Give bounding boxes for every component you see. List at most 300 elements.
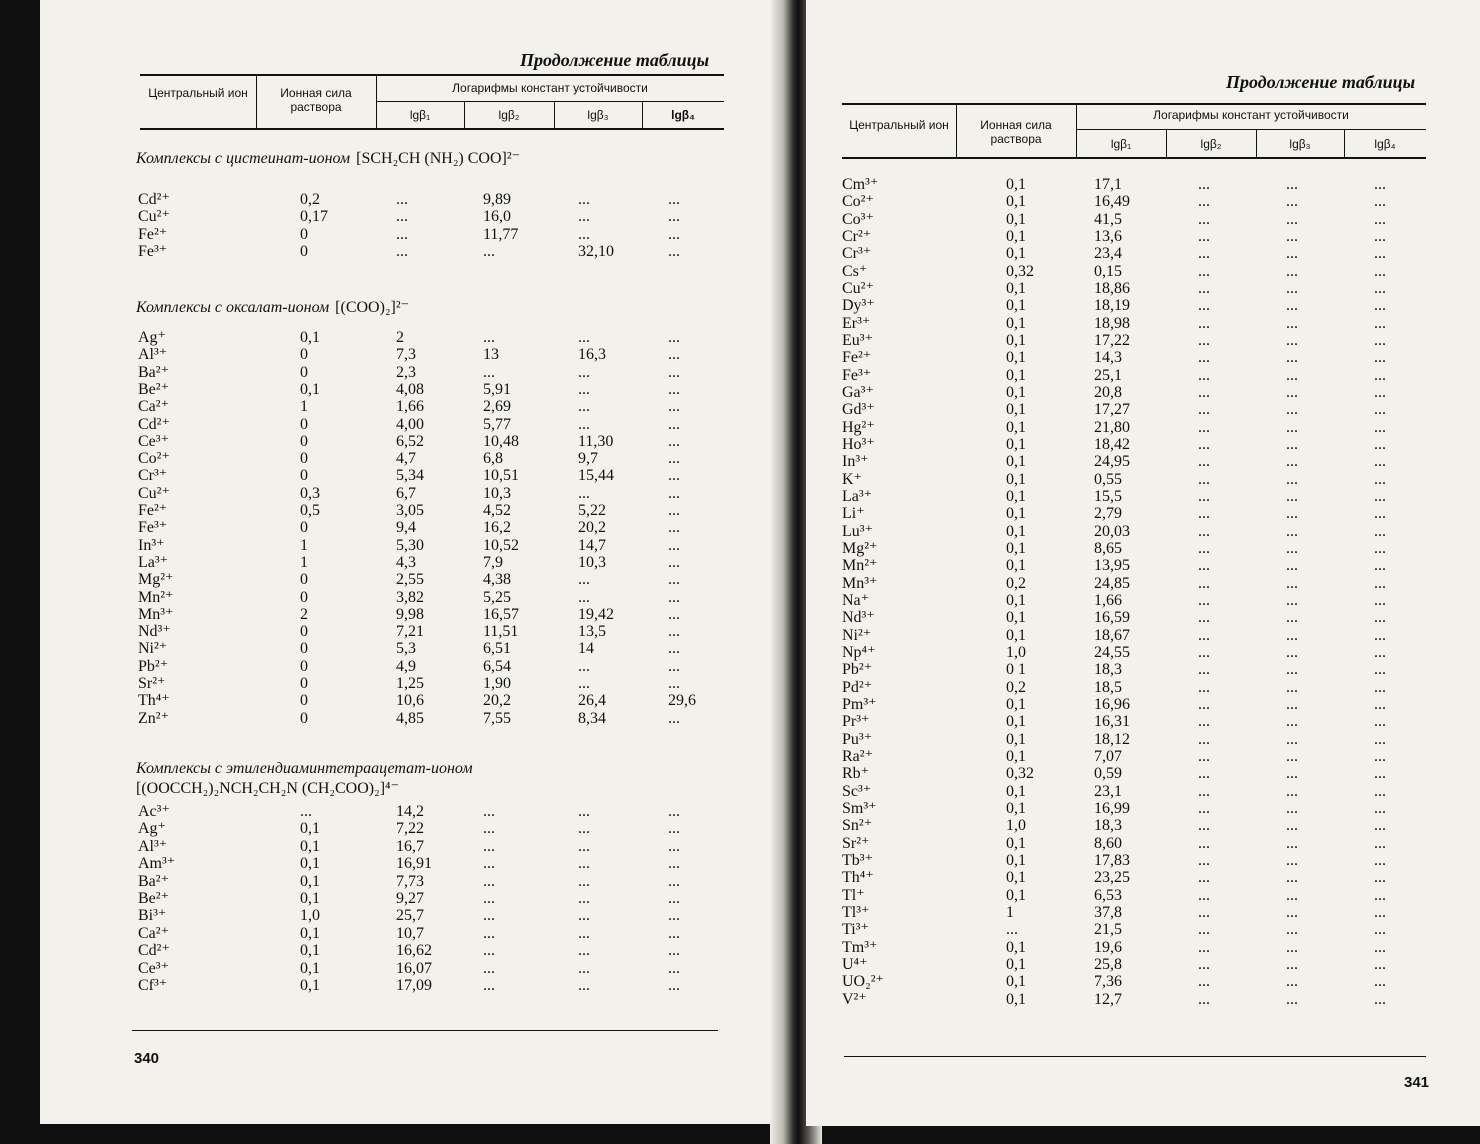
cell-lgb2: 10,52 — [483, 536, 519, 554]
cell-lgb1: 16,07 — [396, 959, 432, 977]
header-bottom-rule — [842, 157, 1426, 159]
cell-lgb3: ... — [578, 380, 590, 398]
cell-lgb2: ... — [1198, 955, 1210, 973]
cell-lgb4: ... — [668, 657, 680, 675]
cell-lgb1: 2,79 — [1094, 505, 1122, 523]
cell-ionic-strength: 0,1 — [1006, 695, 1026, 713]
cell-central-ion: Ni²⁺ — [138, 640, 168, 658]
cell-lgb1: 4,3 — [396, 553, 416, 571]
cell-central-ion: K⁺ — [842, 470, 862, 488]
cell-lgb1: 16,96 — [1094, 695, 1130, 713]
cell-ionic-strength: 0 1 — [1006, 661, 1026, 679]
cell-lgb4: ... — [1374, 279, 1386, 297]
cell-central-ion: Ca²⁺ — [138, 924, 170, 942]
cell-lgb2: ... — [483, 837, 495, 855]
cell-central-ion: Bi³⁺ — [138, 907, 167, 925]
cell-central-ion: Gd³⁺ — [842, 401, 875, 419]
cell-central-ion: Ce³⁺ — [138, 432, 170, 450]
footer-rule — [132, 1030, 718, 1031]
footer-rule — [844, 1056, 1426, 1057]
cell-lgb4: ... — [1374, 470, 1386, 488]
cell-lgb3: ... — [1286, 331, 1298, 349]
section-title-formula: [SCH₂CH (NH₂) COO]²⁻ — [356, 150, 521, 167]
cell-ionic-strength: 0,1 — [1006, 314, 1026, 332]
cell-lgb2: ... — [1198, 349, 1210, 367]
cell-central-ion: Pr³⁺ — [842, 713, 870, 731]
cell-lgb3: 14,7 — [578, 536, 606, 554]
cell-central-ion: Ga³⁺ — [842, 383, 874, 401]
cell-lgb4: ... — [1374, 574, 1386, 592]
cell-lgb1: 17,1 — [1094, 176, 1122, 193]
cell-central-ion: Cm³⁺ — [842, 176, 879, 193]
cell-lgb2: ... — [1198, 973, 1210, 991]
cell-lgb3: ... — [1286, 557, 1298, 575]
cell-lgb1: 7,3 — [396, 346, 416, 364]
section-title-text: Комплексы с оксалат-ионом — [136, 299, 330, 316]
cell-lgb2: ... — [1198, 730, 1210, 748]
header-lgb1: lgβ₁ — [409, 108, 431, 122]
cell-ionic-strength: 1 — [1006, 903, 1014, 921]
cell-lgb4: ... — [668, 675, 680, 692]
cell-ionic-strength: 0 — [300, 675, 308, 692]
cell-lgb4: ... — [1374, 661, 1386, 679]
cell-lgb3: ... — [1286, 713, 1298, 731]
page-number: 340 — [134, 1050, 160, 1067]
cell-central-ion: Fe³⁺ — [138, 242, 168, 260]
cell-ionic-strength: 0,1 — [1006, 886, 1026, 904]
header-central-ion: Центральный ион — [148, 86, 248, 100]
cell-lgb3: ... — [1286, 834, 1298, 852]
cell-lgb1: 23,4 — [1094, 245, 1122, 263]
cell-lgb2: ... — [483, 872, 495, 890]
cell-lgb3: ... — [1286, 938, 1298, 956]
cell-central-ion: Er³⁺ — [842, 314, 871, 332]
cell-ionic-strength: 0 — [300, 415, 308, 433]
cell-lgb2: ... — [1198, 366, 1210, 384]
cell-central-ion: Ho³⁺ — [842, 435, 875, 453]
cell-lgb1: 7,22 — [396, 820, 424, 838]
cell-ionic-strength: 0,1 — [1006, 470, 1026, 488]
cell-ionic-strength: 0,2 — [1006, 678, 1026, 696]
cell-ionic-strength: 1 — [300, 553, 308, 571]
cell-lgb4: ... — [668, 242, 680, 260]
cell-lgb3: ... — [1286, 470, 1298, 488]
cell-lgb3: ... — [1286, 176, 1298, 193]
cell-lgb1: 16,49 — [1094, 193, 1130, 211]
cell-lgb1: 23,25 — [1094, 869, 1130, 887]
cell-lgb1: 18,5 — [1094, 678, 1122, 696]
cell-lgb2: ... — [483, 855, 495, 873]
cell-lgb4: ... — [1374, 539, 1386, 557]
cell-lgb3: ... — [578, 675, 590, 692]
cell-lgb2: 6,51 — [483, 640, 511, 658]
cell-central-ion: Fe²⁺ — [842, 349, 872, 367]
cell-lgb1: 16,31 — [1094, 713, 1130, 731]
cell-lgb2: 5,77 — [483, 415, 511, 433]
cell-lgb2: ... — [483, 329, 495, 346]
cell-ionic-strength: 0,1 — [1006, 349, 1026, 367]
header-ionic-strength: Ионная сила раствора — [280, 86, 352, 114]
cell-central-ion: Th⁴⁺ — [138, 692, 170, 710]
cell-ionic-strength: 0,1 — [1006, 279, 1026, 297]
cell-lgb4: ... — [1374, 973, 1386, 991]
cell-lgb1: 21,5 — [1094, 921, 1122, 939]
cell-central-ion: Ca²⁺ — [138, 398, 170, 416]
cell-lgb4: ... — [1374, 453, 1386, 471]
cell-lgb2: 16,0 — [483, 208, 511, 226]
cell-ionic-strength: 0,1 — [1006, 955, 1026, 973]
cell-central-ion: Hg²⁺ — [842, 418, 875, 436]
cell-ionic-strength: ... — [1006, 921, 1018, 939]
cell-central-ion: Mg²⁺ — [138, 571, 174, 589]
cell-ionic-strength: 1,0 — [300, 907, 320, 925]
cell-lgb1: 13,95 — [1094, 557, 1130, 575]
cell-ionic-strength: 0,1 — [1006, 730, 1026, 748]
cell-lgb3: ... — [578, 363, 590, 381]
cell-lgb4: ... — [668, 890, 680, 907]
cell-lgb1: 18,98 — [1094, 314, 1130, 332]
cell-lgb4: ... — [1374, 210, 1386, 228]
cell-lgb3: ... — [578, 977, 590, 994]
cell-lgb4: ... — [1374, 782, 1386, 800]
cell-lgb1: 24,85 — [1094, 574, 1130, 592]
cell-lgb1: 4,7 — [396, 450, 416, 468]
cell-lgb2: ... — [483, 242, 495, 260]
cell-lgb2: ... — [1198, 314, 1210, 332]
cell-lgb4: ... — [1374, 331, 1386, 349]
cell-central-ion: Mn²⁺ — [138, 588, 174, 606]
cell-lgb3: ... — [1286, 851, 1298, 869]
cell-central-ion: Dy³⁺ — [842, 297, 875, 315]
cell-lgb1: 16,99 — [1094, 799, 1130, 817]
cell-lgb3: 14 — [578, 640, 594, 658]
cell-lgb4: ... — [1374, 383, 1386, 401]
cell-ionic-strength: 1,0 — [1006, 817, 1026, 835]
cell-ionic-strength: 1,0 — [1006, 643, 1026, 661]
cell-lgb4: ... — [1374, 522, 1386, 540]
cell-lgb2: ... — [1198, 279, 1210, 297]
cell-lgb4: ... — [668, 484, 680, 502]
cell-lgb3: ... — [1286, 765, 1298, 783]
cell-central-ion: Cr³⁺ — [842, 245, 872, 263]
cell-lgb4: ... — [668, 820, 680, 838]
cell-central-ion: Na⁺ — [842, 591, 870, 609]
cell-lgb2: ... — [1198, 453, 1210, 471]
cell-lgb3: 8,34 — [578, 709, 606, 727]
cell-central-ion: Fe²⁺ — [138, 502, 168, 519]
cell-lgb1: 2,55 — [396, 571, 424, 589]
cell-ionic-strength: 0,1 — [1006, 522, 1026, 540]
cell-lgb2: 16,57 — [483, 605, 519, 623]
cell-central-ion: Sc³⁺ — [842, 782, 872, 800]
cell-central-ion: Ce³⁺ — [138, 959, 170, 977]
cell-lgb1: 19,6 — [1094, 938, 1122, 956]
cell-ionic-strength: 0 — [300, 640, 308, 658]
cell-lgb2: ... — [483, 363, 495, 381]
cell-ionic-strength: 0,1 — [1006, 176, 1026, 193]
cell-lgb2: ... — [1198, 505, 1210, 523]
header-log-constants: Логарифмы констант устойчивости — [452, 81, 648, 95]
cell-lgb3: 19,42 — [578, 605, 614, 623]
cell-lgb1: 25,8 — [1094, 955, 1122, 973]
cell-central-ion: Mg²⁺ — [842, 539, 878, 557]
cell-lgb4: ... — [668, 709, 680, 727]
cell-lgb1: 20,03 — [1094, 522, 1130, 540]
cell-lgb1: 7,73 — [396, 872, 424, 890]
cell-lgb1: 14,3 — [1094, 349, 1122, 367]
cell-lgb4: ... — [1374, 903, 1386, 921]
header-lgb3: lgβ₃ — [587, 108, 609, 122]
cell-central-ion: Ti³⁺ — [842, 921, 869, 939]
cell-lgb4: ... — [668, 959, 680, 977]
cell-lgb3: ... — [1286, 661, 1298, 679]
cell-lgb1: 18,19 — [1094, 297, 1130, 315]
cell-lgb4: ... — [668, 977, 680, 994]
cell-lgb4: ... — [1374, 851, 1386, 869]
cell-lgb1: 12,7 — [1094, 990, 1122, 1008]
cell-lgb3: ... — [578, 588, 590, 606]
cell-lgb3: ... — [1286, 279, 1298, 297]
cell-lgb1: ... — [396, 242, 408, 260]
cell-lgb3: ... — [1286, 349, 1298, 367]
cell-lgb4: ... — [668, 467, 680, 485]
cell-lgb1: 3,05 — [396, 502, 424, 519]
cell-lgb3: ... — [578, 855, 590, 873]
cell-ionic-strength: 0 — [300, 346, 308, 364]
cell-lgb1: 17,27 — [1094, 401, 1130, 419]
cell-central-ion: Fe²⁺ — [138, 225, 168, 243]
cell-lgb3: ... — [1286, 730, 1298, 748]
cell-lgb2: ... — [1198, 176, 1210, 193]
cell-lgb4: ... — [1374, 713, 1386, 731]
cell-lgb2: 20,2 — [483, 692, 511, 710]
cell-central-ion: Lu³⁺ — [842, 522, 874, 540]
cell-ionic-strength: 0,17 — [300, 208, 328, 226]
cell-lgb1: 16,91 — [396, 855, 432, 873]
cell-lgb4: ... — [668, 536, 680, 554]
cell-lgb2: ... — [1198, 574, 1210, 592]
cell-lgb1: 16,62 — [396, 942, 432, 960]
cell-lgb3: ... — [1286, 591, 1298, 609]
cell-central-ion: Pb²⁺ — [138, 657, 169, 675]
cell-lgb2: 13 — [483, 346, 499, 364]
cell-lgb3: ... — [1286, 210, 1298, 228]
cell-lgb1: 17,09 — [396, 977, 432, 994]
cell-ionic-strength: 0,1 — [1006, 799, 1026, 817]
cell-lgb2: ... — [1198, 869, 1210, 887]
cell-lgb1: 1,25 — [396, 675, 424, 692]
page-number: 341 — [1404, 1074, 1430, 1091]
cell-lgb1: 13,6 — [1094, 227, 1122, 245]
cell-central-ion: La³⁺ — [842, 487, 873, 505]
cell-lgb1: 41,5 — [1094, 210, 1122, 228]
section-title-text: Комплексы с цистеинат-ионом — [136, 150, 351, 167]
cell-lgb3: ... — [578, 924, 590, 942]
cell-lgb2: ... — [483, 890, 495, 907]
cell-lgb4: ... — [1374, 921, 1386, 939]
cell-central-ion: Cr²⁺ — [842, 227, 872, 245]
cell-lgb2: ... — [1198, 713, 1210, 731]
cell-lgb4: ... — [1374, 193, 1386, 211]
cell-lgb2: ... — [483, 820, 495, 838]
cell-central-ion: Pm³⁺ — [842, 695, 877, 713]
cell-central-ion: Co²⁺ — [842, 193, 874, 211]
cell-lgb3: ... — [1286, 262, 1298, 280]
cell-lgb4: ... — [1374, 401, 1386, 419]
cell-lgb4: ... — [1374, 834, 1386, 852]
cell-lgb4: ... — [668, 519, 680, 537]
cell-lgb4: ... — [668, 837, 680, 855]
cell-lgb3: ... — [1286, 487, 1298, 505]
cell-lgb2: ... — [1198, 557, 1210, 575]
cell-lgb3: ... — [578, 191, 590, 208]
cell-ionic-strength: 0 — [300, 588, 308, 606]
cell-central-ion: Fe³⁺ — [138, 519, 168, 537]
cell-ionic-strength: 0,1 — [1006, 210, 1026, 228]
cell-lgb2: 10,3 — [483, 484, 511, 502]
cell-lgb1: 7,21 — [396, 623, 424, 641]
cell-lgb3: ... — [1286, 435, 1298, 453]
cell-lgb3: 15,44 — [578, 467, 614, 485]
cell-lgb4: ... — [668, 380, 680, 398]
header-lgb2: lgβ₂ — [1200, 137, 1222, 151]
cell-lgb1: 8,60 — [1094, 834, 1122, 852]
header-log-constants: Логарифмы констант устойчивости — [1153, 108, 1349, 122]
cell-lgb3: ... — [1286, 297, 1298, 315]
continuation-title: Продолжение таблицы — [1226, 72, 1416, 92]
cell-lgb2: ... — [1198, 331, 1210, 349]
cell-lgb1: 17,22 — [1094, 331, 1130, 349]
cell-lgb2: 11,77 — [483, 225, 519, 243]
cell-ionic-strength: 0 — [300, 692, 308, 710]
cell-central-ion: V²⁺ — [842, 990, 867, 1008]
cell-central-ion: Cs⁺ — [842, 262, 868, 280]
cell-lgb2: 4,38 — [483, 571, 511, 589]
cell-central-ion: Al³⁺ — [138, 346, 168, 364]
cell-ionic-strength: 0,1 — [1006, 331, 1026, 349]
cell-lgb2: ... — [1198, 227, 1210, 245]
cell-lgb3: ... — [578, 890, 590, 907]
cell-lgb2: ... — [483, 924, 495, 942]
cell-ionic-strength: 0 — [300, 467, 308, 485]
cell-lgb1: 18,67 — [1094, 626, 1130, 644]
cell-central-ion: In³⁺ — [138, 536, 165, 554]
cell-lgb3: ... — [1286, 799, 1298, 817]
cell-central-ion: Be²⁺ — [138, 380, 170, 398]
cell-ionic-strength: 0,1 — [1006, 453, 1026, 471]
cell-lgb2: ... — [1198, 522, 1210, 540]
cell-ionic-strength: 0,1 — [1006, 435, 1026, 453]
header-lgb4: lgβ₄ — [671, 108, 695, 122]
cell-central-ion: Ba²⁺ — [138, 872, 170, 890]
cell-ionic-strength: 0,1 — [300, 977, 320, 994]
cell-lgb2: ... — [1198, 678, 1210, 696]
cell-ionic-strength: 0,1 — [300, 924, 320, 942]
cell-central-ion: Mn²⁺ — [842, 557, 878, 575]
header-sub-rule — [1076, 129, 1426, 130]
cell-central-ion: Fe³⁺ — [842, 366, 872, 384]
cell-lgb4: ... — [1374, 557, 1386, 575]
cell-ionic-strength: 0 — [300, 450, 308, 468]
header-sub-rule — [376, 101, 724, 102]
cell-ionic-strength: 0,1 — [1006, 366, 1026, 384]
cell-ionic-strength: 0,5 — [300, 502, 320, 519]
cell-lgb1: 4,08 — [396, 380, 424, 398]
cell-lgb2: 7,9 — [483, 553, 503, 571]
cell-lgb4: ... — [1374, 955, 1386, 973]
cell-lgb4: ... — [1374, 799, 1386, 817]
cell-ionic-strength: 0,1 — [1006, 990, 1026, 1008]
cell-ionic-strength: 0,1 — [1006, 539, 1026, 557]
cell-lgb4: ... — [668, 398, 680, 416]
cell-lgb4: ... — [668, 208, 680, 226]
cell-lgb1: 24,95 — [1094, 453, 1130, 471]
cell-lgb4: ... — [1374, 591, 1386, 609]
cell-central-ion: Tl⁺ — [842, 886, 865, 904]
cell-lgb1: 1,66 — [396, 398, 424, 416]
cell-lgb2: 10,51 — [483, 467, 519, 485]
header-lgb3: lgβ₃ — [1289, 137, 1311, 151]
cell-lgb1: 0,15 — [1094, 262, 1122, 280]
cell-lgb2: ... — [1198, 765, 1210, 783]
cell-ionic-strength: 0,1 — [1006, 418, 1026, 436]
cell-central-ion: Np⁴⁺ — [842, 643, 876, 661]
cell-lgb4: ... — [668, 907, 680, 925]
cell-ionic-strength: 0,1 — [300, 855, 320, 873]
cell-lgb2: 2,69 — [483, 398, 511, 416]
cell-lgb2: ... — [1198, 487, 1210, 505]
section-title-text: Комплексы с этилендиаминтетраацетат-ионом — [136, 760, 473, 777]
cell-lgb1: 18,86 — [1094, 279, 1130, 297]
cell-ionic-strength: 0,1 — [1006, 487, 1026, 505]
cell-lgb4: ... — [1374, 487, 1386, 505]
cell-central-ion: Tm³⁺ — [842, 938, 878, 956]
cell-lgb4: ... — [668, 588, 680, 606]
cell-lgb4: ... — [668, 640, 680, 658]
cell-lgb1: 18,3 — [1094, 661, 1122, 679]
cell-ionic-strength: 0,32 — [1006, 262, 1034, 280]
cell-central-ion: Cd²⁺ — [138, 191, 170, 208]
cell-ionic-strength: 0 — [300, 432, 308, 450]
cell-lgb2: ... — [1198, 886, 1210, 904]
cell-lgb2: ... — [1198, 851, 1210, 869]
cell-ionic-strength: 1 — [300, 398, 308, 416]
cell-lgb3: ... — [1286, 886, 1298, 904]
cell-central-ion: Co³⁺ — [842, 210, 874, 228]
cell-lgb4: ... — [668, 191, 680, 208]
cell-lgb3: ... — [1286, 418, 1298, 436]
cell-ionic-strength: 0,1 — [1006, 401, 1026, 419]
cell-lgb4: ... — [668, 346, 680, 364]
cell-central-ion: Sm³⁺ — [842, 799, 877, 817]
cell-central-ion: Cd²⁺ — [138, 415, 170, 433]
section-title — [136, 148, 520, 168]
cell-lgb4: ... — [1374, 938, 1386, 956]
cell-ionic-strength: ... — [300, 803, 312, 820]
cell-lgb2: ... — [483, 942, 495, 960]
cell-ionic-strength: 0,1 — [1006, 227, 1026, 245]
cell-lgb2: 1,90 — [483, 675, 511, 692]
cell-ionic-strength: 0,1 — [1006, 297, 1026, 315]
cell-lgb2: 9,89 — [483, 191, 511, 208]
cell-central-ion: Pd²⁺ — [842, 678, 873, 696]
cell-ionic-strength: 0,1 — [300, 959, 320, 977]
cell-ionic-strength: 0,1 — [1006, 245, 1026, 263]
cell-lgb4: ... — [668, 329, 680, 346]
cell-lgb1: 16,59 — [1094, 609, 1130, 627]
cell-central-ion: Tb³⁺ — [842, 851, 874, 869]
cell-ionic-strength: 0,1 — [1006, 869, 1026, 887]
